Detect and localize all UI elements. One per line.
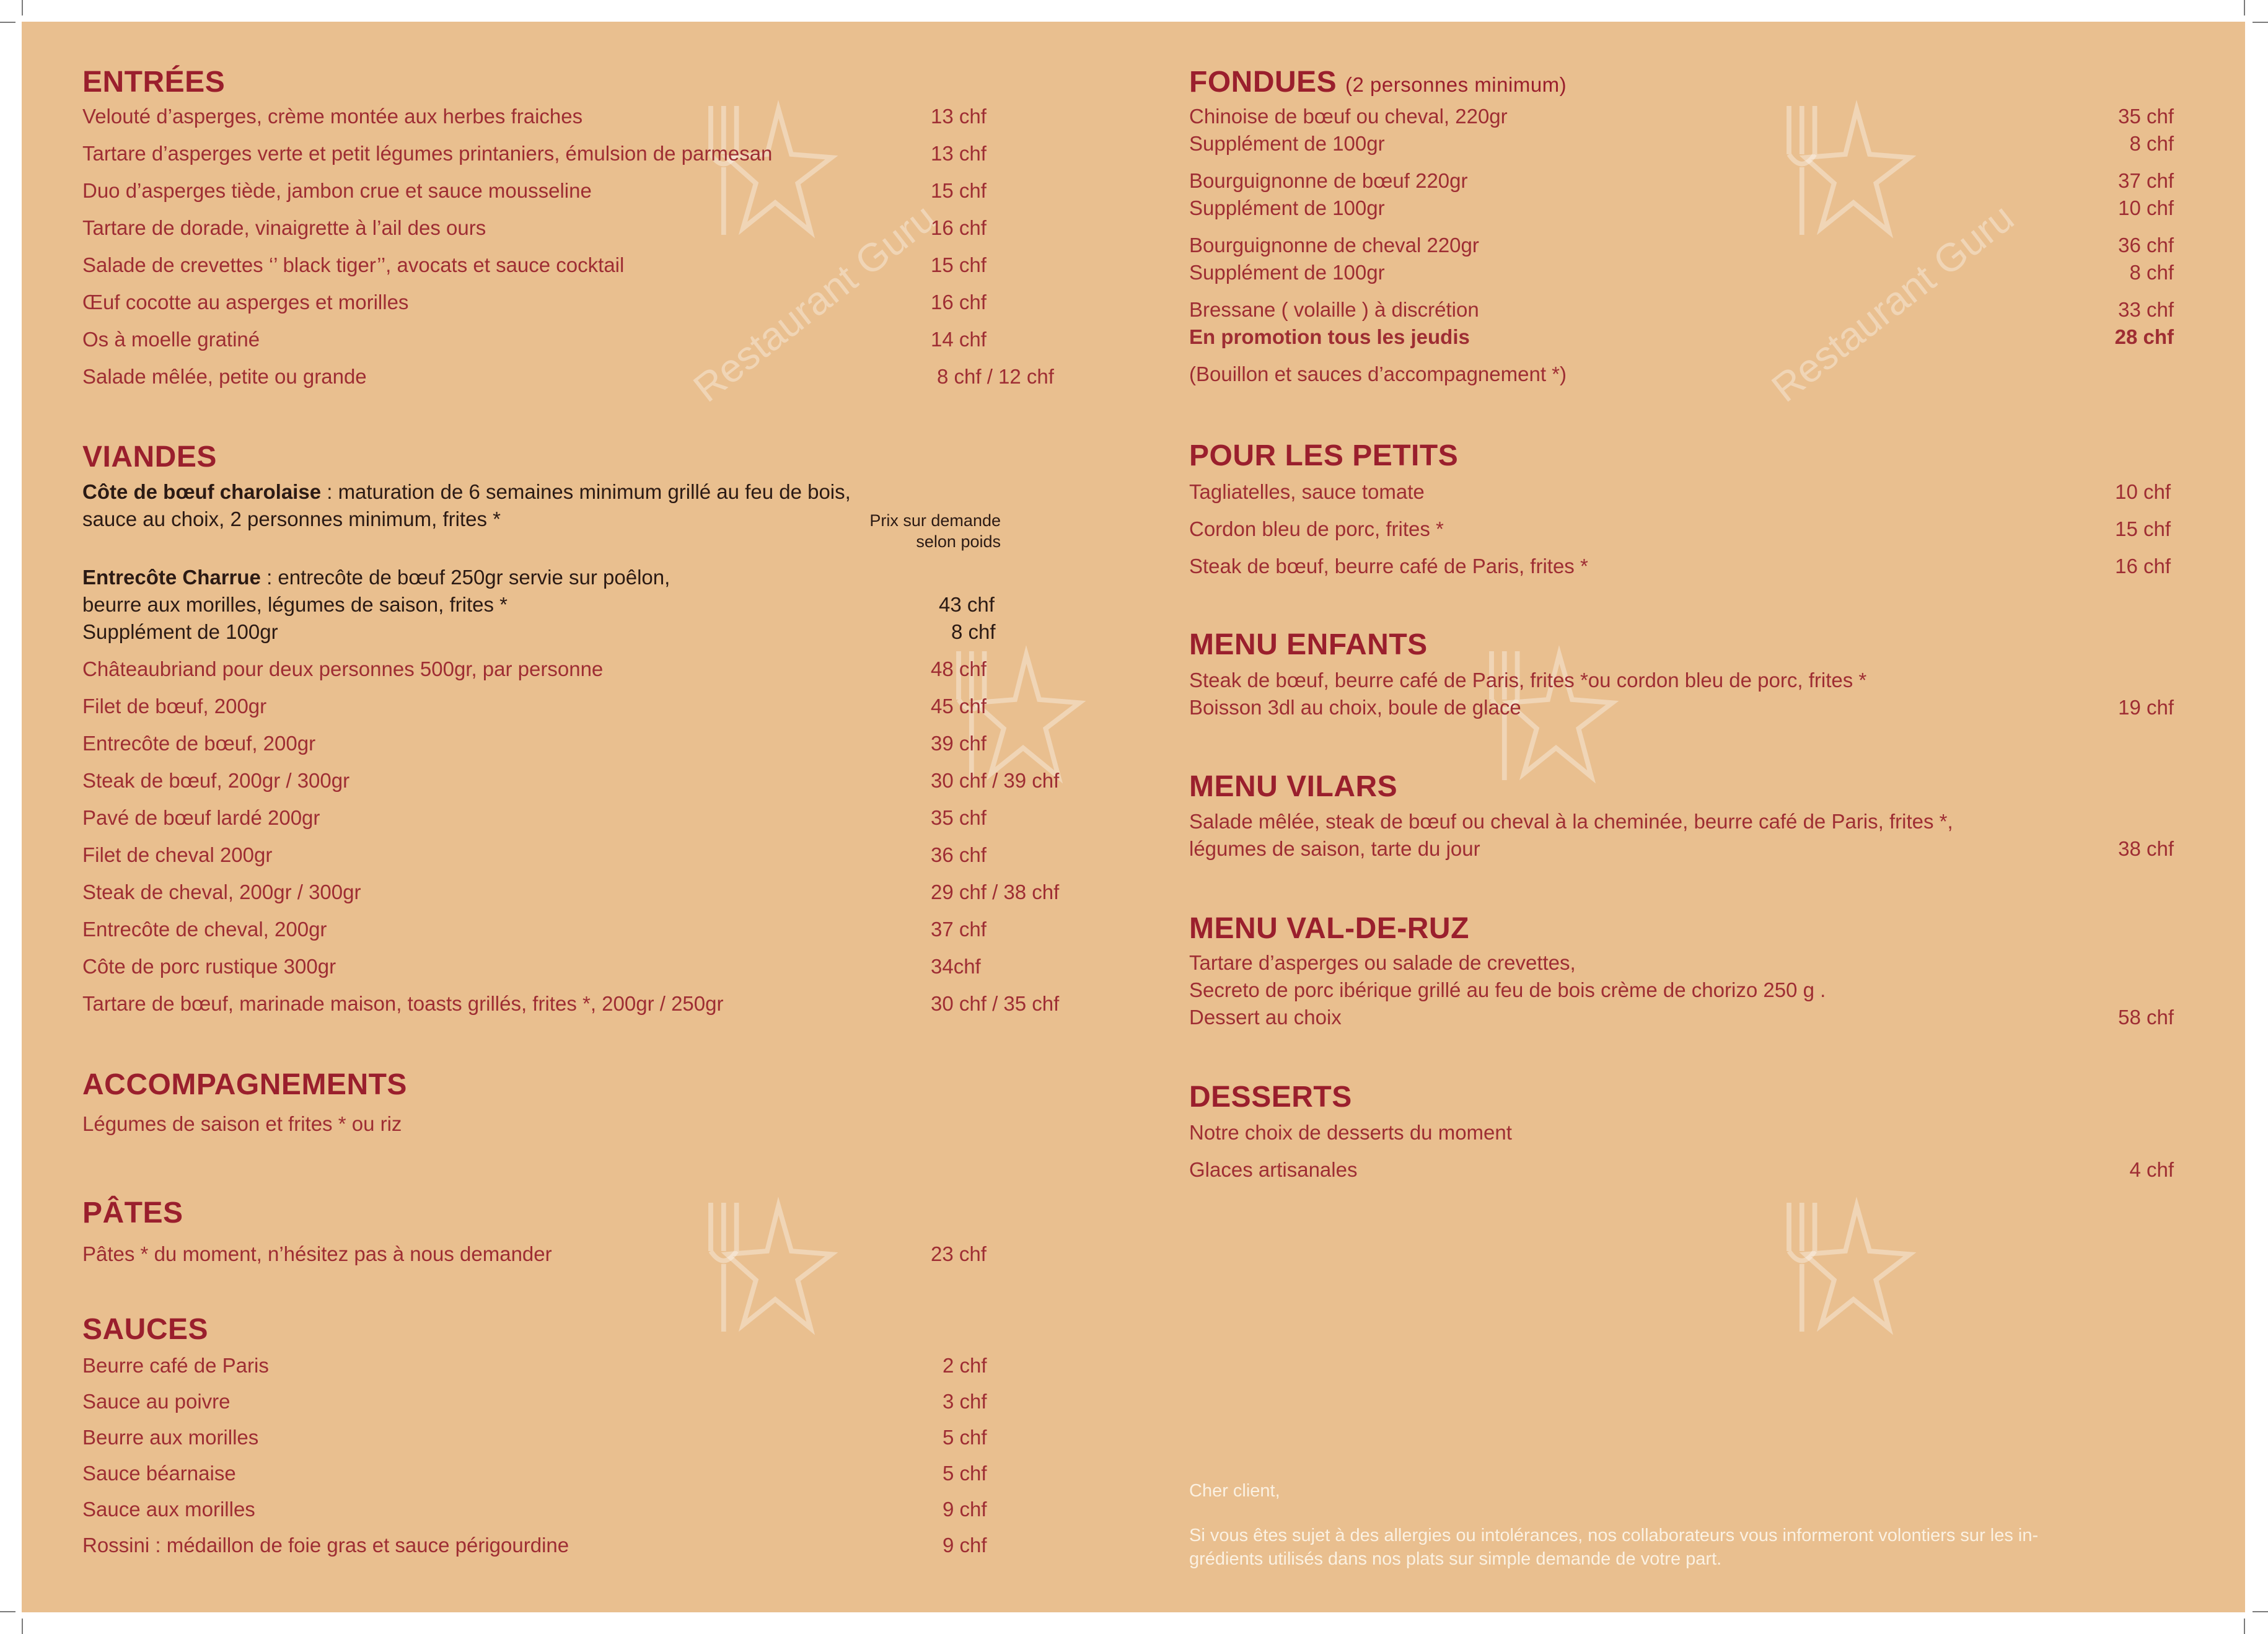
menu-item-name: Steak de bœuf, 200gr / 300gr bbox=[82, 769, 350, 792]
menu-item-price: 35 chf bbox=[2118, 105, 2174, 128]
watermark-text: Restaurant Guru bbox=[685, 195, 944, 411]
menu-item-price: 33 chf bbox=[2118, 298, 2174, 321]
crop-mark bbox=[2244, 1619, 2245, 1634]
menu-item-price: 34chf bbox=[931, 955, 981, 978]
menu-item-price: 36 chf bbox=[931, 843, 987, 866]
menu-enfants-price: 19 chf bbox=[2118, 696, 2174, 719]
menu-item-name: Filet de bœuf, 200gr bbox=[82, 695, 267, 718]
menu-vilars-price: 38 chf bbox=[2118, 837, 2174, 860]
menu-item-name: Velouté d’asperges, crème montée aux herbes fraiches bbox=[82, 105, 583, 128]
cote-de-boeuf-line bbox=[82, 480, 851, 504]
menu-item-name: Tartare de bœuf, marinade maison, toasts grillés, frites *, 200gr / 250gr bbox=[82, 992, 724, 1015]
menu-item-name: Duo d’asperges tiède, jambon crue et sauce mousseline bbox=[82, 179, 592, 202]
menu-item-name: Tagliatelles, sauce tomate bbox=[1189, 480, 1425, 503]
menu-item-price: 13 chf bbox=[931, 142, 987, 165]
menu-item-price: 39 chf bbox=[931, 732, 987, 755]
menu-item-price: 37 chf bbox=[931, 918, 987, 941]
menu-item-price: 15 chf bbox=[931, 179, 987, 202]
entrecote-charrue-name: Entrecôte Charrue bbox=[82, 566, 261, 589]
desserts-line-2: Glaces artisanales bbox=[1189, 1158, 1358, 1181]
price-by-weight: selon poids bbox=[916, 532, 1001, 551]
menu-item-name: Châteaubriand pour deux personnes 500gr, par personne bbox=[82, 657, 604, 680]
crop-mark bbox=[2253, 22, 2268, 23]
menu-valderuz-line-1: Tartare d’asperges ou salade de crevettes, bbox=[1189, 951, 1576, 974]
menu-item-price: 2 chf bbox=[943, 1354, 987, 1377]
menu-item-price: 9 chf bbox=[943, 1534, 987, 1557]
fork-star-logo-icon bbox=[1757, 1187, 1918, 1348]
notice-text-2: grédients utilisés dans nos plats sur simple demande de votre part. bbox=[1189, 1549, 1722, 1569]
crop-mark bbox=[0, 1611, 15, 1612]
menu-item-name: Entrecôte de cheval, 200gr bbox=[82, 918, 327, 941]
menu-vilars-line-2: légumes de saison, tarte du jour bbox=[1189, 837, 1480, 860]
crop-mark bbox=[22, 1619, 23, 1634]
accompagnements-text: Légumes de saison et frites * ou riz bbox=[82, 1112, 402, 1135]
menu-item-name: Rossini : médaillon de foie gras et sauce périgourdine bbox=[82, 1534, 569, 1557]
price-on-request: Prix sur demande bbox=[869, 511, 1001, 530]
menu-enfants-line-2: Boisson 3dl au choix, boule de glace bbox=[1189, 696, 1521, 719]
fork-star-logo-icon bbox=[679, 1187, 840, 1348]
menu-item-name: Supplément de 100gr bbox=[1189, 196, 1385, 219]
menu-item-name: Pâtes * du moment, n’hésitez pas à nous demander bbox=[82, 1242, 552, 1265]
menu-item-name: Steak de cheval, 200gr / 300gr bbox=[82, 881, 361, 903]
menu-item-price: 16 chf bbox=[931, 216, 987, 239]
menu-item-price: 16 chf bbox=[2115, 555, 2171, 578]
menu-item-price: 8 chf bbox=[2129, 261, 2174, 284]
menu-item-price: 37 chf bbox=[2118, 169, 2174, 192]
watermark bbox=[679, 1187, 840, 1351]
section-title-pates: PÂTES bbox=[82, 1197, 183, 1229]
menu-item-price: 48 chf bbox=[931, 657, 987, 680]
menu-item-price: 23 chf bbox=[931, 1242, 987, 1265]
entrecote-charrue-supplement: Supplément de 100gr bbox=[82, 620, 278, 643]
section-title-sauces: SAUCES bbox=[82, 1313, 209, 1346]
menu-item-price: 14 chf bbox=[931, 328, 987, 351]
crop-mark bbox=[2253, 1611, 2268, 1612]
menu-item-name: Os à moelle gratiné bbox=[82, 328, 260, 351]
menu-item-name: Beurre aux morilles bbox=[82, 1426, 259, 1449]
menu-item-price: 9 chf bbox=[943, 1498, 987, 1521]
menu-item-price: 13 chf bbox=[931, 105, 987, 128]
menu-item-name: Beurre café de Paris bbox=[82, 1354, 269, 1377]
fork-star-logo-icon bbox=[1757, 90, 1918, 251]
desserts-line-1: Notre choix de desserts du moment bbox=[1189, 1121, 1512, 1144]
menu-item-price: 36 chf bbox=[2118, 234, 2174, 257]
menu-item-name: Bourguignonne de bœuf 220gr bbox=[1189, 169, 1468, 192]
fork-star-logo-icon bbox=[679, 90, 840, 251]
menu-item-name: Côte de porc rustique 300gr bbox=[82, 955, 336, 978]
section-title-petits: POUR LES PETITS bbox=[1189, 439, 1459, 472]
section-title-accompagnements: ACCOMPAGNEMENTS bbox=[82, 1068, 407, 1101]
desserts-price: 4 chf bbox=[2129, 1158, 2174, 1181]
menu-item-name: Bourguignonne de cheval 220gr bbox=[1189, 234, 1479, 257]
section-title-viandes: VIANDES bbox=[82, 441, 217, 473]
menu-item-name: Cordon bleu de porc, frites * bbox=[1189, 517, 1444, 540]
entrecote-charrue-desc: : entrecôte de bœuf 250gr servie sur poêlon, bbox=[260, 566, 670, 589]
section-title-vilars: MENU VILARS bbox=[1189, 770, 1398, 803]
menu-item-name: Tartare d’asperges verte et petit légumes printaniers, émulsion de parmesan bbox=[82, 142, 773, 165]
menu-valderuz-line-2: Secreto de porc ibérique grillé au feu de bois crème de chorizo 250 g . bbox=[1189, 978, 1826, 1001]
entrecote-charrue-desc-2: beurre aux morilles, légumes de saison, frites * bbox=[82, 593, 508, 616]
menu-item-name: Steak de bœuf, beurre café de Paris, frites * bbox=[1189, 555, 1588, 578]
menu-item-price: 5 chf bbox=[943, 1426, 987, 1449]
menu-item-name: Salade mêlée, petite ou grande bbox=[82, 365, 367, 388]
menu-item-price: 5 chf bbox=[943, 1462, 987, 1485]
entrecote-charrue-line bbox=[82, 566, 670, 589]
entrecote-charrue-price: 43 chf bbox=[939, 593, 995, 616]
menu-vilars-line-1: Salade mêlée, steak de bœuf ou cheval à la cheminée, beurre café de Paris, frites *, bbox=[1189, 810, 1953, 833]
menu-item-name: Sauce béarnaise bbox=[82, 1462, 236, 1485]
menu-item-name: Bressane ( volaille ) à discrétion bbox=[1189, 298, 1479, 321]
menu-item-price: 3 chf bbox=[943, 1390, 987, 1413]
menu-item-price: 16 chf bbox=[931, 291, 987, 314]
menu-item-price: 30 chf / 39 chf bbox=[931, 769, 1060, 792]
cote-de-boeuf-price-note bbox=[827, 510, 1001, 552]
crop-mark bbox=[22, 0, 23, 15]
menu-item-price: 15 chf bbox=[931, 253, 987, 276]
menu-item-name: Supplément de 100gr bbox=[1189, 132, 1385, 155]
entrecote-charrue-supplement-price: 8 chf bbox=[951, 620, 996, 643]
promotion-price: 28 chf bbox=[2114, 325, 2174, 348]
menu-item-name: Sauce au poivre bbox=[82, 1390, 231, 1413]
menu-item-name: Sauce aux morilles bbox=[82, 1498, 255, 1521]
cote-de-boeuf-desc: : maturation de 6 semaines minimum grillé au feu de bois, bbox=[321, 480, 851, 503]
menu-item-price: 10 chf bbox=[2118, 196, 2174, 219]
watermark-text: Restaurant Guru bbox=[1763, 195, 2022, 411]
promotion-line: En promotion tous les jeudis bbox=[1189, 325, 1470, 348]
menu-item-price: 29 chf / 38 chf bbox=[931, 881, 1060, 903]
crop-mark bbox=[2244, 0, 2245, 15]
crop-mark bbox=[0, 22, 15, 23]
menu-item-name: Tartare de dorade, vinaigrette à l’ail des ours bbox=[82, 216, 486, 239]
menu-item-name: Supplément de 100gr bbox=[1189, 261, 1385, 284]
menu-item-price: 8 chf / 12 chf bbox=[937, 365, 1054, 388]
watermark bbox=[1757, 1187, 1918, 1351]
cote-de-boeuf-name: Côte de bœuf charolaise bbox=[82, 480, 322, 503]
menu-item-name: Entrecôte de bœuf, 200gr bbox=[82, 732, 316, 755]
menu-item-price: 10 chf bbox=[2115, 480, 2171, 503]
watermark bbox=[679, 90, 944, 411]
menu-item-price: 35 chf bbox=[931, 806, 987, 829]
menu-item-name: Salade de crevettes ‘’ black tiger’’, avocats et sauce cocktail bbox=[82, 253, 625, 276]
menu-item-name: Pavé de bœuf lardé 200gr bbox=[82, 806, 320, 829]
watermark bbox=[1757, 90, 2022, 411]
menu-item-name: Chinoise de bœuf ou cheval, 220gr bbox=[1189, 105, 1508, 128]
section-title-valderuz: MENU VAL-DE-RUZ bbox=[1189, 912, 1469, 945]
menu-sheet bbox=[22, 22, 2245, 1612]
menu-item-price: 30 chf / 35 chf bbox=[931, 992, 1060, 1015]
fondues-note: (2 personnes minimum) bbox=[1345, 73, 1567, 96]
menu-item-name: Œuf cocotte au asperges et morilles bbox=[82, 291, 409, 314]
menu-item-price: 8 chf bbox=[2129, 132, 2174, 155]
fondues-footer: (Bouillon et sauces d’accompagnement *) bbox=[1189, 362, 1567, 385]
cote-de-boeuf-desc-2: sauce au choix, 2 personnes minimum, frites * bbox=[82, 507, 501, 530]
menu-valderuz-line-3: Dessert au choix bbox=[1189, 1006, 1342, 1029]
section-title-enfants: MENU ENFANTS bbox=[1189, 628, 1428, 661]
fondues-title: FONDUES bbox=[1189, 66, 1337, 99]
menu-item-price: 45 chf bbox=[931, 695, 987, 718]
menu-item-price: 15 chf bbox=[2115, 517, 2171, 540]
menu-item-name: Filet de cheval 200gr bbox=[82, 843, 273, 866]
notice-greeting: Cher client, bbox=[1189, 1481, 1280, 1501]
notice-text-1: Si vous êtes sujet à des allergies ou intolérances, nos collaborateurs vous informeront volontiers sur les in- bbox=[1189, 1526, 2039, 1545]
section-title-entrees: ENTRÉES bbox=[82, 66, 226, 99]
menu-enfants-line-1: Steak de bœuf, beurre café de Paris, frites *ou cordon bleu de porc, frites * bbox=[1189, 669, 1867, 692]
section-title-fondues bbox=[1189, 65, 1567, 99]
section-title-desserts: DESSERTS bbox=[1189, 1081, 1352, 1113]
menu-valderuz-price: 58 chf bbox=[2118, 1006, 2174, 1029]
